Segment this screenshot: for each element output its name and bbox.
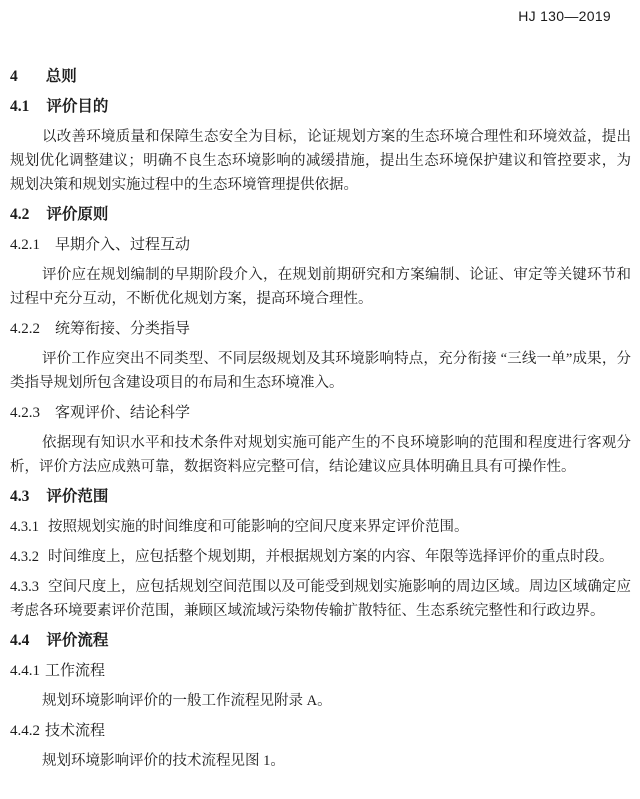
- paragraph-4-2-2: 评价工作应突出不同类型、不同层级规划及其环境影响特点，充分衔接 “三线一单”成果，分类指导规划所包含建设项目的布局和生态环境准入。: [10, 351, 631, 391]
- heading-title: 评价原则: [46, 206, 109, 223]
- heading-4-general-principles: [10, 65, 631, 89]
- heading-number: 4.3: [10, 488, 30, 505]
- heading-4-4-evaluation-process: [10, 629, 631, 653]
- paragraph-text: 空间尺度上，应包括规划空间范围以及可能受到规划实施影响的周边区域。周边区域确定应考虑各环境要素评价范围，兼顾区域流域污染物传输扩散特征、生态系统完整性和行政边界。: [10, 579, 631, 619]
- heading-title: 早期介入、过程互动: [55, 237, 191, 253]
- heading-4-2-2-coordination-guidance: [10, 317, 631, 341]
- heading-number: 4.4.1: [10, 663, 40, 679]
- heading-number: 4.1: [10, 98, 30, 115]
- doc-number: HJ 130—2019: [518, 8, 611, 24]
- heading-number: 4.4.2: [10, 723, 40, 739]
- heading-title: 统筹衔接、分类指导: [55, 321, 191, 337]
- heading-4-3-evaluation-scope: [10, 485, 631, 509]
- heading-number: 4: [10, 68, 18, 85]
- heading-title: 技术流程: [45, 723, 106, 739]
- paragraph-4-2-1: 评价应在规划编制的早期阶段介入，在规划前期研究和方案编制、论证、审定等关键环节和过程中充分互动，不断优化规划方案，提高环境合理性。: [10, 267, 631, 307]
- numbered-paragraph-4-3-3: [10, 575, 631, 623]
- heading-number: 4.2: [10, 206, 30, 223]
- heading-title: 评价目的: [46, 98, 109, 115]
- paragraph-number: 4.3.3: [10, 579, 39, 595]
- paragraph-text: 时间维度上，应包括整个规划期，并根据规划方案的内容、年限等选择评价的重点时段。: [48, 549, 614, 565]
- paragraph-4-4-1: 规划环境影响评价的一般工作流程见附录 A。: [42, 693, 332, 709]
- paragraph-number: 4.3.1: [10, 519, 39, 535]
- numbered-paragraph-4-3-1: [10, 515, 631, 539]
- heading-title: 评价流程: [46, 632, 109, 649]
- heading-number: 4.2.3: [10, 405, 40, 421]
- heading-4-2-evaluation-principles: [10, 203, 631, 227]
- heading-4-4-1-work-process: [10, 659, 631, 683]
- paragraph-4-4-2: 规划环境影响评价的技术流程见图 1。: [42, 753, 285, 769]
- heading-4-2-3-objective-evaluation: [10, 401, 631, 425]
- heading-title: 工作流程: [45, 663, 106, 679]
- heading-number: 4.2.1: [10, 237, 40, 253]
- heading-number: 4.4: [10, 632, 30, 649]
- heading-number: 4.2.2: [10, 321, 40, 337]
- paragraph-4-2-3: 依据现有知识水平和技术条件对规划实施可能产生的不良环境影响的范围和程度进行客观分析，评价方法应成熟可靠，数据资料应完整可信，结论建议应具体明确且具有可操作性。: [10, 435, 631, 475]
- heading-4-4-2-technical-process: [10, 719, 631, 743]
- heading-title: 客观评价、结论科学: [55, 405, 191, 421]
- heading-4-1-evaluation-purpose: [10, 95, 631, 119]
- paragraph-text: 按照规划实施的时间维度和可能影响的空间尺度来界定评价范围。: [48, 519, 469, 535]
- paragraph-number: 4.3.2: [10, 549, 39, 565]
- numbered-paragraph-4-3-2: [10, 545, 631, 569]
- heading-4-2-1-early-involvement: [10, 233, 631, 257]
- heading-title: 评价范围: [46, 488, 109, 505]
- heading-title: 总则: [45, 68, 77, 85]
- paragraph-4-1: 以改善环境质量和保障生态安全为目标，论证规划方案的生态环境合理性和环境效益，提出规划优化调整建议；明确不良生态环境影响的减缓措施，提出生态环境保护建议和管控要求，为规划决策和规划实施过程中的生态环境管理提供依据。: [10, 129, 631, 193]
